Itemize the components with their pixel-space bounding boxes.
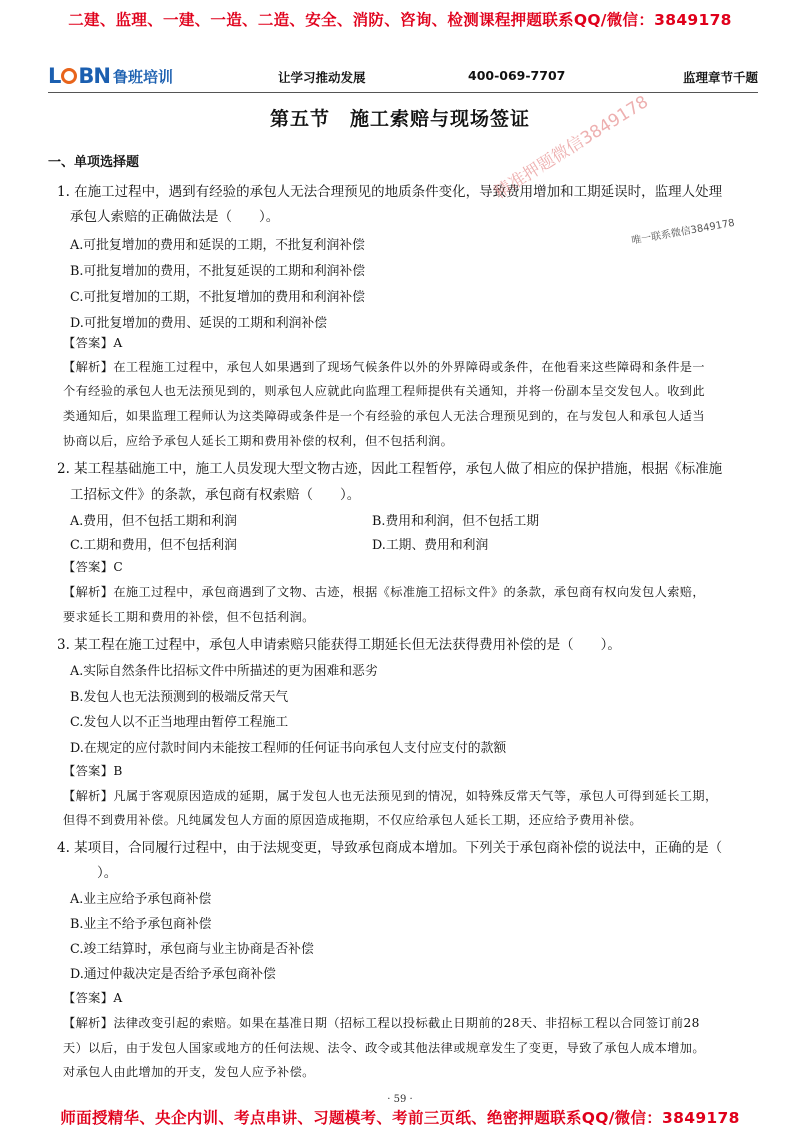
q2-stem-line-2: 工招标文件》的条款，承包商有权索赔（ ）。	[70, 487, 361, 503]
q1-answer: 【答案】A	[63, 336, 123, 350]
q2-option-c: C.工期和费用，但不包括利润	[70, 538, 237, 553]
q2-option-d: D.工期、费用和利润	[372, 538, 489, 553]
header-phone: 400-069-7707	[468, 68, 566, 83]
page-header	[48, 64, 758, 90]
q4-option-a: A.业主应给予承包商补偿	[70, 892, 212, 907]
q1-option-d: D.可批复增加的费用、延误的工期和利润补偿	[70, 316, 328, 331]
q3-option-c: C.发包人以不正当地理由暂停工程施工	[70, 715, 289, 730]
q4-stem-line-2: ）。	[70, 865, 118, 881]
q3-option-a: A.实际自然条件比招标文件中所描述的更为困难和恶劣	[70, 664, 378, 679]
q1-option-c: C.可批复增加的工期，不批复增加的费用和利润补偿	[70, 290, 365, 305]
q3-answer: 【答案】B	[63, 764, 123, 778]
page-title: 第五节 施工索赔与现场签证	[269, 108, 530, 130]
q4-analysis-line-3: 对承包人由此增加的开支，发包人应予补偿。	[63, 1065, 315, 1079]
header-slogan: 让学习推动发展	[278, 70, 366, 85]
q2-option-a: A.费用，但不包括工期和利润	[70, 514, 237, 529]
q1-option-b: B.可批复增加的费用，不批复延误的工期和利润补偿	[70, 264, 366, 279]
q4-option-c: C.竣工结算时，承包商与业主协商是否补偿	[70, 942, 314, 957]
logo-mark	[48, 64, 110, 88]
page-number: · 59 ·	[387, 1094, 413, 1105]
q1-analysis-line-4: 协商以后，应给予承包人延长工期和费用补偿的权利，但不包括利润。	[63, 434, 454, 448]
q2-stem-line-1: 2. 某工程基础施工中，施工人员发现大型文物古迹，因此工程暂停，承包人做了相应的保护措施，根据《标准施	[57, 461, 723, 477]
logo	[48, 64, 173, 88]
q4-option-d: D.通过仲裁决定是否给予承包商补偿	[70, 967, 276, 982]
q3-stem-line-1: 3. 某工程在施工过程中，承包人申请索赔只能获得工期延长但无法获得费用补偿的是（ ）。	[57, 637, 621, 653]
diagonal-watermark: 精准押题微信3849178	[490, 92, 652, 204]
q1-stem-line-1: 1. 在施工过程中，遇到有经验的承包人无法合理预见的地质条件变化，导致费用增加和工期延误时，监理人处理	[57, 184, 723, 200]
logo-letters-bn: BN	[78, 64, 110, 88]
q3-analysis-line-2: 但得不到费用补偿。凡纯属发包人方面的原因造成拖期，不仅应给承包人延长工期，还应给予费用补偿。	[63, 813, 643, 827]
bottom-banner: 师面授精华、央企内训、考点串讲、习题模考、考前三页纸、绝密押题联系QQ/微信：3849178	[60, 1109, 740, 1127]
small-watermark: 唯一联系微信3849178	[630, 217, 736, 247]
logo-letter-l: L	[48, 64, 61, 88]
q3-analysis-line-1: 【解析】凡属于客观原因造成的延期，属于发包人也无法预见到的情况，如特殊反常天气等，承包人可得到延长工期，	[63, 789, 718, 803]
q3-option-d: D.在规定的应付款时间内未能按工程师的任何证书向承包人支付应支付的款额	[70, 741, 507, 756]
top-banner: 二建、监理、一建、一造、二造、安全、消防、咨询、检测课程押题联系QQ/微信：3849178	[68, 11, 732, 29]
logo-ring-icon	[61, 68, 77, 84]
header-doc-tag: 监理章节千题	[682, 70, 758, 85]
q2-option-b: B.费用和利润，但不包括工期	[372, 514, 540, 529]
q1-analysis-line-3: 类通知后，如果监理工程师认为这类障碍或条件是一个有经验的承包人无法合理预见到的，在与发包人和承包人适当	[63, 409, 705, 423]
q4-option-b: B.业主不给予承包商补偿	[70, 917, 212, 932]
section-heading: 一、单项选择题	[48, 155, 140, 170]
q4-answer: 【答案】A	[63, 991, 123, 1005]
q1-stem-line-2: 承包人索赔的正确做法是（ ）。	[70, 209, 280, 225]
q4-analysis-line-1: 【解析】法律改变引起的索赔。如果在基准日期（招标工程以投标截止日期前的28天、非招标工程以合同签订前28	[63, 1016, 700, 1030]
q2-analysis-line-1: 【解析】在施工过程中，承包商遇到了文物、古迹，根据《标准施工招标文件》的条款，承包商有权向发包人索赔，	[63, 585, 705, 599]
logo-name: 鲁班培训	[112, 67, 173, 86]
q4-stem-line-1: 4. 某项目，合同履行过程中，由于法规变更，导致承包商成本增加。下列关于承包商补偿的说法中，正确的是（	[57, 840, 723, 856]
q4-analysis-line-2: 天）以后，由于发包人国家或地方的任何法规、法令、政令或其他法律或规章发生了变更，导致了承包人成本增加。	[63, 1041, 705, 1055]
q1-analysis-line-1: 【解析】在工程施工过程中，承包人如果遇到了现场气候条件以外的外界障碍或条件，在他看来这些障碍和条件是一	[63, 360, 705, 374]
q2-analysis-line-2: 要求延长工期和费用的补偿，但不包括利润。	[63, 610, 315, 624]
q2-answer: 【答案】C	[63, 560, 124, 574]
q3-option-b: B.发包人也无法预测到的极端反常天气	[70, 690, 289, 705]
header-rule	[48, 92, 758, 93]
q1-option-a: A.可批复增加的费用和延误的工期，不批复利润补偿	[70, 238, 365, 253]
q1-analysis-line-2: 个有经验的承包人也无法预见到的，则承包人应就此向监理工程师提供有关通知，并将一份副本呈交发包人。收到此	[63, 384, 705, 398]
